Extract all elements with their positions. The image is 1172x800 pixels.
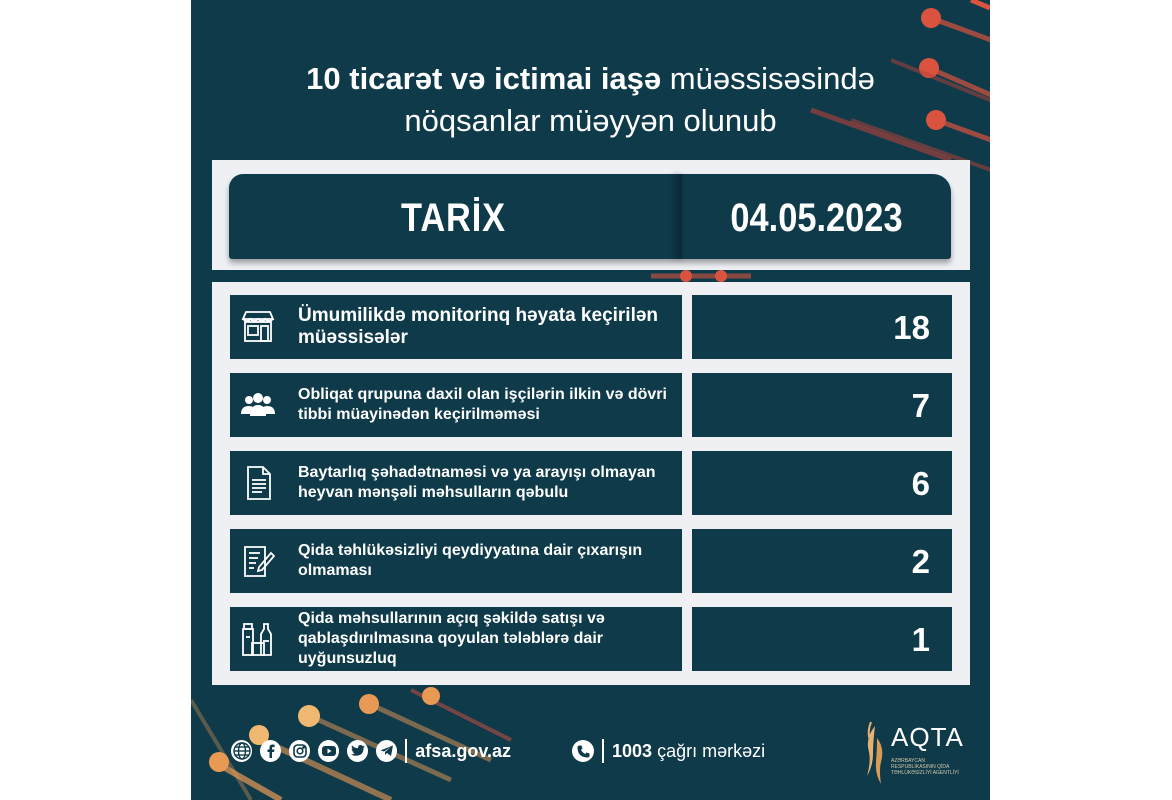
row-label: Qida məhsullarının açıq şəkildə satışı və qablaşdırılmasına qoyulan tələblərə dair uyğunsuzluq bbox=[298, 610, 605, 667]
row-value: 2 bbox=[911, 543, 930, 580]
telegram-icon[interactable] bbox=[376, 740, 397, 762]
call-center bbox=[572, 736, 792, 766]
row-value-cell bbox=[692, 295, 952, 359]
date-value: 04.05.2023 bbox=[730, 196, 903, 240]
table-row bbox=[230, 295, 952, 359]
date-divider bbox=[678, 174, 682, 259]
row-label: Ümumilikdə monitorinq həyata keçirilən müəssisələr bbox=[298, 305, 659, 348]
stats-table bbox=[212, 282, 970, 685]
phone-icon bbox=[572, 740, 594, 762]
call-label: çağrı mərkəzi bbox=[657, 740, 766, 761]
row-label-cell bbox=[230, 529, 682, 593]
row-label-cell bbox=[230, 295, 682, 359]
date-panel bbox=[212, 160, 970, 270]
document-icon bbox=[240, 465, 276, 501]
row-value: 18 bbox=[893, 309, 930, 346]
call-number: 1003 bbox=[612, 740, 653, 761]
row-value: 6 bbox=[911, 465, 930, 502]
date-label: TARİX bbox=[401, 196, 506, 240]
page-title bbox=[191, 58, 990, 142]
table-row bbox=[230, 607, 952, 671]
document-edit-icon bbox=[240, 543, 276, 579]
logo-name: AQTA bbox=[891, 722, 964, 752]
title-bold: 10 ticarət və ictimai iaşə bbox=[306, 61, 662, 96]
people-group-icon bbox=[240, 387, 276, 423]
instagram-icon[interactable] bbox=[289, 740, 310, 762]
row-label: Baytarlıq şəhadətnaməsi və ya arayışı olmayan heyvan mənşəli məhsulların qəbulu bbox=[298, 464, 656, 501]
twitter-icon[interactable] bbox=[347, 740, 368, 762]
poster bbox=[191, 0, 990, 800]
call-center-text bbox=[612, 741, 765, 762]
row-label: Qida təhlükəsizliyi qeydiyyatına dair çıxarışın olmaması bbox=[298, 542, 643, 579]
table-row bbox=[230, 529, 952, 593]
row-value-cell bbox=[692, 373, 952, 437]
facebook-icon[interactable] bbox=[260, 740, 281, 762]
globe-icon[interactable] bbox=[231, 740, 252, 762]
aqta-logo bbox=[861, 718, 971, 788]
food-products-icon bbox=[240, 621, 276, 657]
row-value: 1 bbox=[911, 621, 930, 658]
row-label: Obliqat qrupuna daxil olan işçilərin ilkin və dövri tibbi müayinədən keçirilməməsi bbox=[298, 386, 667, 423]
row-label-cell bbox=[230, 451, 682, 515]
wheat-icon bbox=[861, 718, 889, 788]
store-icon bbox=[240, 309, 276, 345]
row-label-cell bbox=[230, 373, 682, 437]
row-value-cell bbox=[692, 451, 952, 515]
date-bar bbox=[229, 174, 951, 259]
row-value: 7 bbox=[911, 387, 930, 424]
footer-divider bbox=[405, 739, 407, 763]
row-value-cell bbox=[692, 529, 952, 593]
row-value-cell bbox=[692, 607, 952, 671]
title-line2: nöqsanlar müəyyən olunub bbox=[404, 103, 777, 138]
table-row bbox=[230, 451, 952, 515]
footer-divider bbox=[602, 739, 604, 763]
social-links bbox=[231, 736, 511, 766]
logo-subtitle: AZƏRBAYCAN RESPUBLİKASININ QİDA TƏHLÜKƏSİZLİYİ AGENTLİYİ bbox=[891, 758, 959, 776]
website-link[interactable]: afsa.gov.az bbox=[415, 740, 512, 761]
table-row bbox=[230, 373, 952, 437]
title-rest: müəssisəsində bbox=[669, 61, 875, 96]
row-label-cell bbox=[230, 607, 682, 671]
youtube-icon[interactable] bbox=[318, 740, 339, 762]
